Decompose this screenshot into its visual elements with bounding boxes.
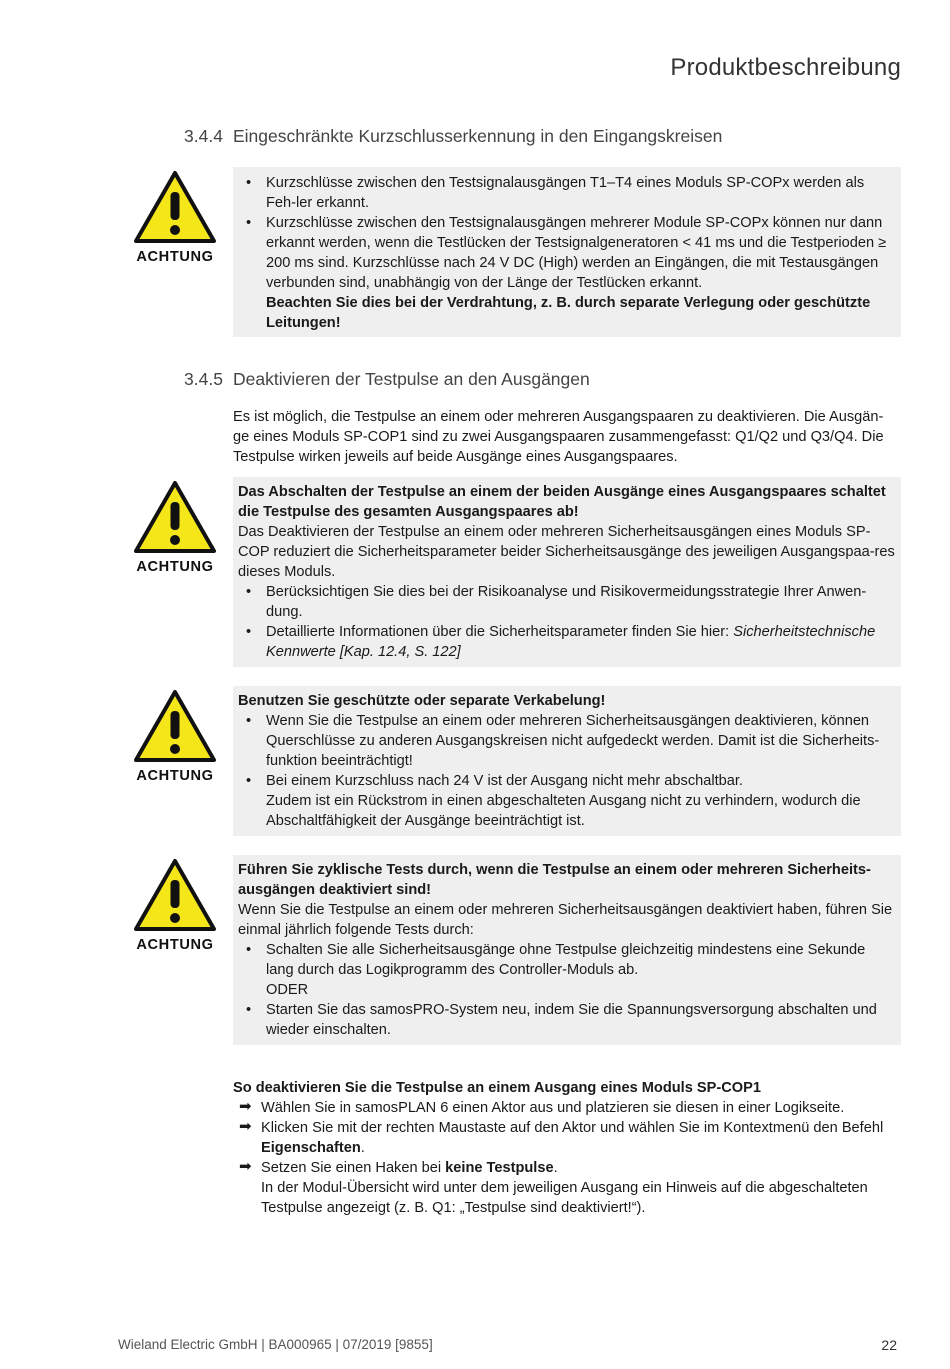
arrow-right-icon: ➡ bbox=[239, 1158, 252, 1175]
intro-paragraph: Es ist möglich, die Testpulse an einem oder mehreren Ausgangspaaren zu deaktivieren. Die Ausgän-ge eines Moduls SP-COP1 sind zu zwei Ausgangspaaren zusammengefasst: Q1/Q2 und Q3/Q4. Die Testpulse wirken jeweils auf beide Ausgänge eines Ausgangspaares. bbox=[233, 409, 884, 465]
page-number: 22 bbox=[881, 1337, 897, 1353]
list-item: • Bei einem Kurzschluss nach 24 V ist der Ausgang nicht mehr abschaltbar. Zudem ist ein Rückstrom in einen abgeschalteten Ausgang nicht zu verhindern, wodurch die Abschaltfähigkeit der Ausgänge beeinträchtigt ist. bbox=[246, 773, 861, 829]
warning-block-3 bbox=[133, 858, 217, 953]
bullet-dot: • bbox=[246, 942, 252, 958]
warning-triangle-icon bbox=[133, 480, 217, 554]
warning-label: ACHTUNG bbox=[136, 249, 214, 265]
list-item: • Detaillierte Informationen über die Sicherheitsparameter finden Sie hier: Sicherheitstechnische Kennwerte [Kap. 12.4, S. 122] bbox=[246, 624, 876, 660]
warning-triangle-icon bbox=[133, 170, 217, 244]
warning-heading: Benutzen Sie geschützte oder separate Verkabelung! bbox=[238, 693, 606, 709]
bullet-dot: • bbox=[246, 584, 252, 600]
warning-box-1 bbox=[233, 477, 901, 667]
list-item: • Kurzschlüsse zwischen den Testsignalausgängen mehrerer Module SP-COPx können nur dann erkannt werden, wenn die Testlücken der Testsignalgeneratoren < 41 ms und die Testperioden ≥ 200 ms sind. Kurzschlüsse nach 24 V DC (High) werden an Eingängen, die mit Testausgängen verbunden sind, unabhängig von der Länge der Testlücken erkannt. Beachten Sie dies bei der Verdrahtung, z. B. durch separate Verlegung oder geschützte Leitungen! bbox=[246, 215, 887, 331]
warning-heading: Das Abschalten der Testpulse an einem der beiden Ausgänge eines Ausgangspaares schaltet die Testpulse des gesamten Ausgangspaares ab! bbox=[238, 484, 886, 520]
step-result: In der Modul-Übersicht wird unter dem jeweiligen Ausgang ein Hinweis auf die abgeschalteten Testpulse angezeigt (z. B. Q1: „Testpulse sind deaktiviert!“). bbox=[261, 1180, 868, 1216]
list-item: • Starten Sie das samosPRO-System neu, indem Sie die Spannungsversorgung abschalten und wieder einschalten. bbox=[246, 1002, 877, 1038]
footer-text: Wieland Electric GmbH | BA000965 | 07/2019 [9855] bbox=[118, 1337, 433, 1352]
warning-label: ACHTUNG bbox=[136, 768, 214, 784]
procedure-block bbox=[233, 1078, 901, 1218]
procedure-heading: So deaktivieren Sie die Testpulse an einem Ausgang eines Moduls SP-COP1 bbox=[233, 1080, 761, 1096]
list-item: • Kurzschlüsse zwischen den Testsignalausgängen T1–T4 eines Moduls SP-COPx werden als Feh-ler erkannt. bbox=[246, 175, 865, 211]
warning-label: ACHTUNG bbox=[136, 937, 214, 953]
warning-text: Wenn Sie die Testpulse an einem oder mehreren Sicherheitsausgängen deaktiviert haben, führen Sie einmal jährlich folgende Tests durch: bbox=[238, 902, 893, 938]
bold-note: Beachten Sie dies bei der Verdrahtung, z. B. durch separate Verlegung oder geschützte Leitungen! bbox=[266, 295, 871, 331]
bullet-dot: • bbox=[246, 773, 252, 789]
section-title: Eingeschränkte Kurzschlusserkennung in den Eingangskreisen bbox=[233, 126, 723, 146]
bullet-dot: • bbox=[246, 713, 252, 729]
cross-reference-link[interactable]: Sicherheitstechnische Kennwerte [Kap. 12.4, S. 122] bbox=[266, 624, 876, 660]
list-item: • Schalten Sie alle Sicherheitsausgänge ohne Testpulse gleichzeitig mindestens eine Sekunde lang durch das Logikprogramm des Controller-Moduls ab. ODER bbox=[246, 942, 866, 998]
procedure-step: ➡ Klicken Sie mit der rechten Maustaste auf den Aktor und wählen Sie im Kontextmenü den Befehl Eigenschaften. bbox=[239, 1118, 884, 1156]
section-heading-345 bbox=[184, 369, 590, 390]
warning-triangle-icon bbox=[133, 858, 217, 932]
warning-box-2 bbox=[233, 686, 901, 836]
section-number: 3.4.4 bbox=[184, 126, 223, 146]
warning-label: ACHTUNG bbox=[136, 559, 214, 575]
warning-triangle-icon bbox=[133, 689, 217, 763]
bullet-dot: • bbox=[246, 624, 252, 640]
section-title: Deaktivieren der Testpulse an den Ausgängen bbox=[233, 369, 590, 389]
bullet-dot: • bbox=[246, 175, 252, 191]
warning-box-3 bbox=[233, 855, 901, 1045]
arrow-right-icon: ➡ bbox=[239, 1118, 252, 1135]
bullet-dot: • bbox=[246, 215, 252, 231]
warning-block-344 bbox=[133, 170, 217, 265]
section-heading-344 bbox=[184, 126, 722, 147]
warning-heading: Führen Sie zyklische Tests durch, wenn die Testpulse an einem oder mehreren Sicherheits-ausgängen deaktiviert sind! bbox=[238, 862, 871, 898]
section-number: 3.4.5 bbox=[184, 369, 223, 389]
page-header-title: Produktbeschreibung bbox=[670, 54, 901, 81]
procedure-step: ➡ Setzen Sie einen Haken bei keine Testpulse. In der Modul-Übersicht wird unter dem jeweiligen Ausgang ein Hinweis auf die abgeschalteten Testpulse angezeigt (z. B. Q1: „Testpulse sind deaktiviert!“). bbox=[239, 1158, 868, 1216]
arrow-right-icon: ➡ bbox=[239, 1098, 252, 1115]
list-item: • Wenn Sie die Testpulse an einem oder mehreren Sicherheitsausgängen deaktivieren, können Querschlüsse zu anderen Ausgangskreisen nicht aufgedeckt werden. Damit ist die Sicherheits-funktion beeinträchtigt! bbox=[246, 713, 880, 769]
list-item: • Berücksichtigen Sie dies bei der Risikoanalyse und Risikovermeidungsstrategie Ihrer Anwen-dung. bbox=[246, 584, 867, 620]
warning-box-344 bbox=[233, 167, 901, 337]
procedure-step: ➡ Wählen Sie in samosPLAN 6 einen Aktor aus und platzieren sie diesen in einer Logikseite. bbox=[239, 1098, 845, 1116]
warning-block-1 bbox=[133, 480, 217, 575]
bullet-dot: • bbox=[246, 1002, 252, 1018]
warning-text: Das Deaktivieren der Testpulse an einem oder mehreren Sicherheitsausgängen eines Moduls SP-COP reduziert die Sicherheitsparameter beider Sicherheitsausgänge des jeweiligen Ausgangspaa-res dieses Moduls. bbox=[238, 524, 895, 580]
warning-block-2 bbox=[133, 689, 217, 784]
